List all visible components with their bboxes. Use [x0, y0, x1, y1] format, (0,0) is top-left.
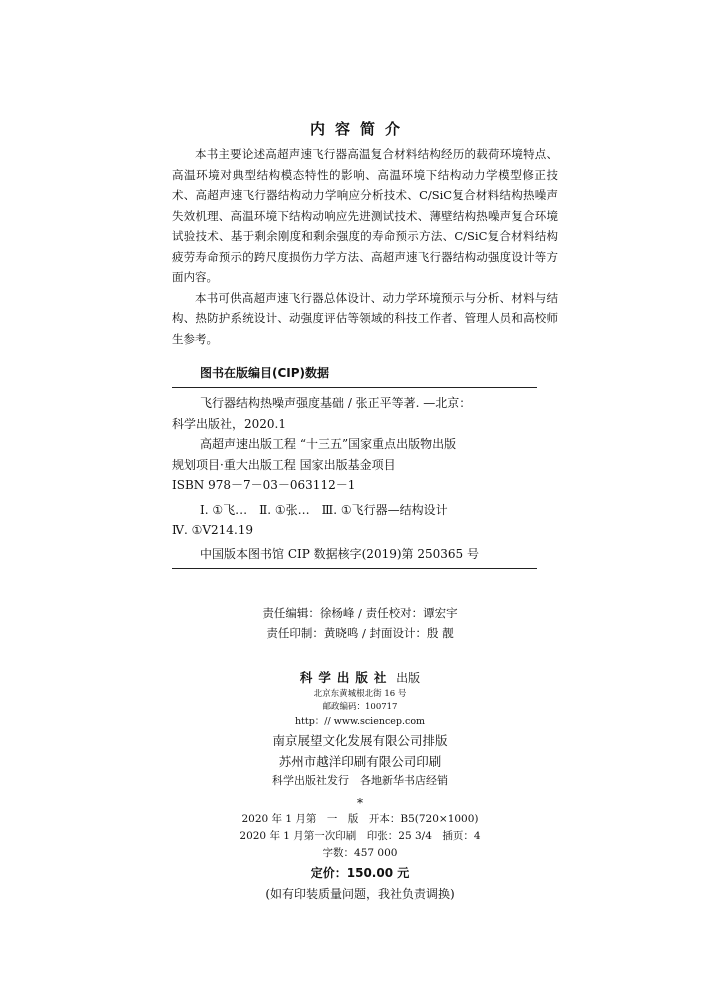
press-line: [0, 668, 720, 688]
summary-text: [172, 144, 558, 349]
staff-line-editors: 责任编辑：徐杨峰 / 责任校对：谭宏宇: [262, 606, 458, 620]
cip-bottom-rule: [172, 568, 537, 569]
cip-isbn: ISBN 978－7－03－063112－1: [172, 478, 356, 492]
cip-heading: 图书在版编目(CIP)数据: [200, 366, 330, 380]
staff-credits: [0, 603, 720, 643]
press-website: http：// www.sciencep.com: [294, 716, 426, 727]
cip-data-number: 中国版本图书馆 CIP 数据核字(2019)第 250365 号: [200, 547, 479, 561]
cip-top-rule: [172, 387, 537, 388]
cip-classification-code: Ⅳ. ①V214.19: [172, 523, 254, 537]
cip-series-line: 高超声速出版工程 “十三五”国家重点出版物出版: [200, 437, 457, 451]
word-count: 字数：457 000: [322, 847, 398, 859]
price: 定价：150.00 元: [310, 866, 410, 880]
imprint-block: [0, 668, 720, 904]
cip-classification-line: Ⅰ. ①飞… Ⅱ. ①张… Ⅲ. ①飞行器—结构设计: [200, 502, 448, 517]
summary-paragraph-2: 本书可供高超声速飞行器总体设计、动力学环境预示与分析、材料与结构、热防护系统设计、动强度评估等领域的科技工作者、管理人员和高校师生参考。: [172, 290, 558, 346]
printing-company: 苏州市越洋印刷有限公司印刷: [278, 754, 442, 769]
distribution-line: 科学出版社发行 各地新华书店经销: [272, 774, 448, 787]
summary-paragraph-1: 本书主要论述高超声速飞行器高温复合材料结构经历的载荷环境特点、高温环境对典型结构模态特性的影响、高温环境下结构动力学模型修正技术、高超声速飞行器结构动力学响应分析技术、C/SiC复合材料结构热噪声失效机理、高温环境下结构动响应先进测试技术、薄壁结构热噪声复合环境试验技术、基于剩余刚度和剩余强度的寿命预示方法、C/SiC复合材料结构疲劳寿命预示的跨尺度损伤力学方法、高超声速飞行器结构动强度设计等方面内容。: [172, 147, 558, 284]
typesetting-company: 南京展望文化发展有限公司排版: [272, 733, 448, 748]
cip-title-line: 飞行器结构热噪声强度基础 / 张正平等著. —北京：: [200, 396, 472, 410]
press-postcode: 邮政编码：100717: [322, 702, 398, 712]
cip-publisher-line: 科学出版社，2020.1: [172, 416, 286, 431]
summary-title: 内容简介: [309, 120, 410, 138]
separator-star: *: [357, 796, 363, 810]
quality-notice: (如有印装质量问题，我社负责调换): [265, 887, 455, 901]
staff-line-production: 责任印制：黄晓鸣 / 封面设计：殷 靓: [266, 626, 454, 640]
cip-project-line: 规划项目·重大出版工程 国家出版基金项目: [172, 457, 396, 472]
press-name: 科学出版社: [299, 670, 393, 685]
edition-line: 2020 年 1 月第 一 版 开本：B5(720×1000): [241, 813, 479, 825]
press-suffix: 出版: [396, 671, 421, 685]
cip-block: [172, 393, 542, 541]
press-address: 北京东黄城根北街 16 号: [313, 689, 407, 699]
impression-line: 2020 年 1 月第一次印刷 印张：25 3/4 插页：4: [239, 830, 481, 842]
